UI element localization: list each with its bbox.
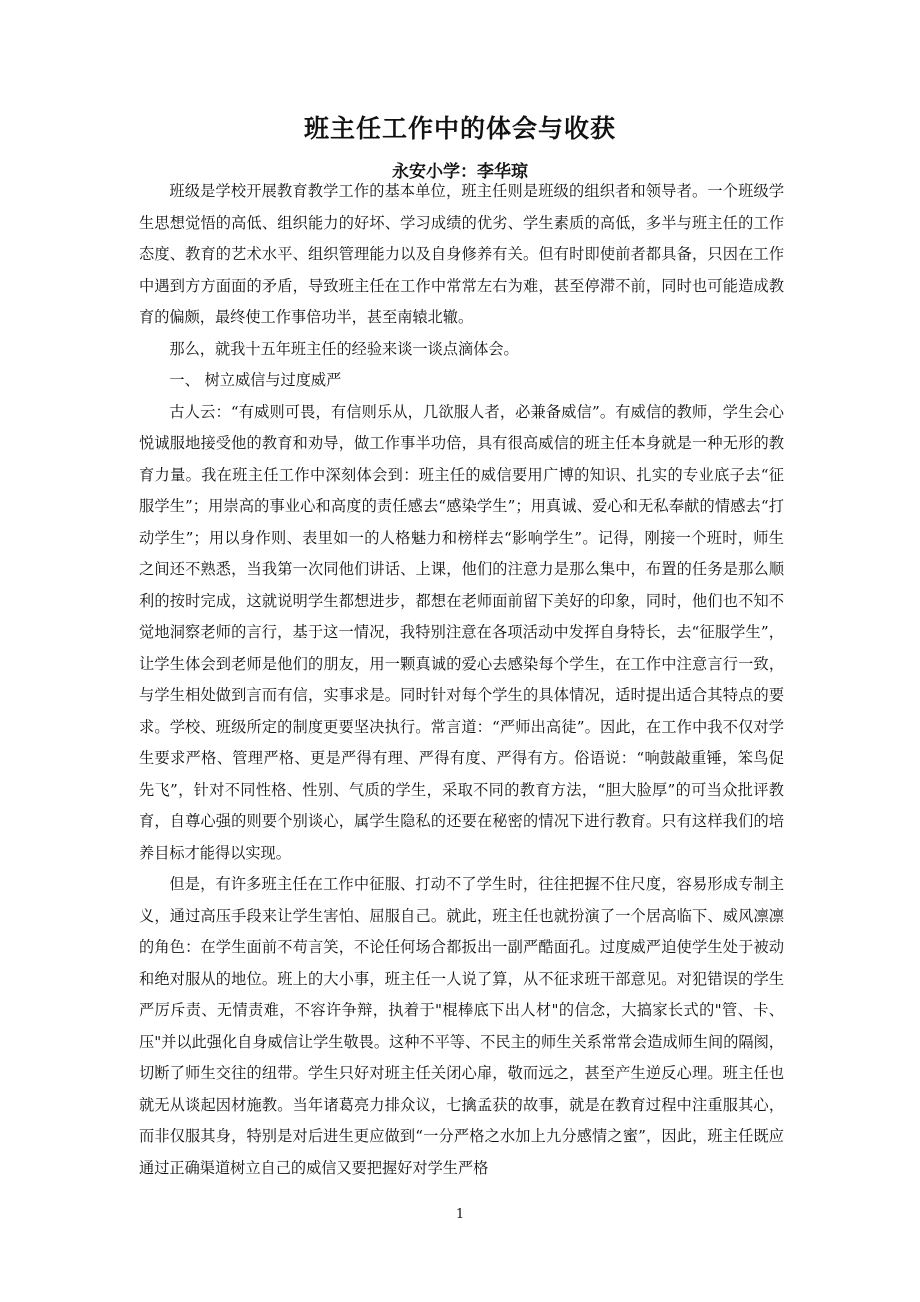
body-paragraph: 班级是学校开展教育教学工作的基本单位，班主任则是班级的组织者和领导者。一个班级学生思想觉悟的高低、组织能力的好坏、学习成绩的优劣、学生素质的高低，多半与班主任的工作态度、教育的艺术水平、组织管理能力以及自身修养有关。但有时即使前者都具备，只因在工作中遇到方方面面的矛盾，导致班主任在工作中常常左右为难，甚至停滞不前，同时也可能造成教育的偏颇，最终使工作事倍功半，甚至南辕北辙。 <box>139 182 784 326</box>
section-heading: 一、 树立威信与过度威严 <box>169 371 342 389</box>
document-body <box>139 176 784 1184</box>
page-number: 1 <box>455 1207 465 1222</box>
body-paragraph: 那么，就我十五年班主任的经验来谈一谈点滴体会。 <box>169 339 519 358</box>
body-paragraph: 古人云：“有威则可畏，有信则乐从，几欲服人者，必兼备威信”。有威信的教师，学生会心悦诚服地接受他的教育和劝导，做工作事半功倍，具有很高威信的班主任本身就是一种无形的教育力量。我在班主任工作中深刻体会到：班主任的威信要用广博的知识、扎实的专业底子去“征服学生”；用崇高的事业心和高度的责任感去“感染学生”；用真诚、爱心和无私奉献的情感去“打动学生”；用以身作则、表里如一的人格魅力和榜样去“影响学生”。记得，刚接一个班时，师生之间还不熟悉，当我第一次同他们讲话、上课，他们的注意力是那么集中，布置的任务是那么顺利的按时完成，这就说明学生都想进步，都想在老师面前留下美好的印象，同时，他们也不知不觉地洞察老师的言行，基于这一情况，我特别注意在各项活动中发挥自身特长，去“征服学生”，让学生体会到老师是他们的朋友，用一颗真诚的爱心去感染每个学生，在工作中注意言行一致，与学生相处做到言而有信，实事求是。同时针对每个学生的具体情况，适时提出适合其特点的要求。学校、班级所定的制度更要坚决执行。常言道：“严师出高徒”。因此，在工作中我不仅对学生要求严格、管理严格、更是严得有理、严得有度、严得有方。俗语说：“响鼓敲重锤，笨鸟促先飞”，针对不同性格、性别、气质的学生，采取不同的教育方法，“胆大脸厚”的可当众批评教育，自尊心强的则要个别谈心，属学生隐私的还要在秘密的情况下进行教育。只有这样我们的培养目标才能得以实现。 <box>139 402 784 862</box>
document-title: 班主任工作中的体会与收获 <box>303 114 616 143</box>
document-author: 永安小学：李华琼 <box>392 162 528 182</box>
body-paragraph: 但是，有许多班主任在工作中征服、打动不了学生时，往往把握不住尺度，容易形成专制主义，通过高压手段来让学生害怕、屈服自己。就此，班主任也就扮演了一个居高临下、威风凛凛的角色：在学生面前不苟言笑，不论任何场合都扳出一副严酷面孔。过度威严迫使学生处于被动和绝对服从的地位。班上的大小事，班主任一人说了算，从不征求班干部意见。对犯错误的学生严厉斥责、无情责难，不容许争辩，执着于"棍棒底下出人材"的信念，大搞家长式的"管、卡、压"并以此强化自身威信让学生敬畏。这种不平等、不民主的师生关系常常会造成师生间的隔阂，切断了师生交往的纽带。学生只好对班主任关闭心扉，敬而远之，甚至产生逆反心理。班主任也就无从谈起因材施教。当年诸葛亮力排众议，七擒孟获的故事，就是在教育过程中注重服其心，而非仅服其身，特别是对后进生更应做到“一分严格之水加上九分感情之蜜”，因此，班主任既应通过正确渠道树立自己的威信又要把握好对学生严格 <box>139 875 784 1177</box>
